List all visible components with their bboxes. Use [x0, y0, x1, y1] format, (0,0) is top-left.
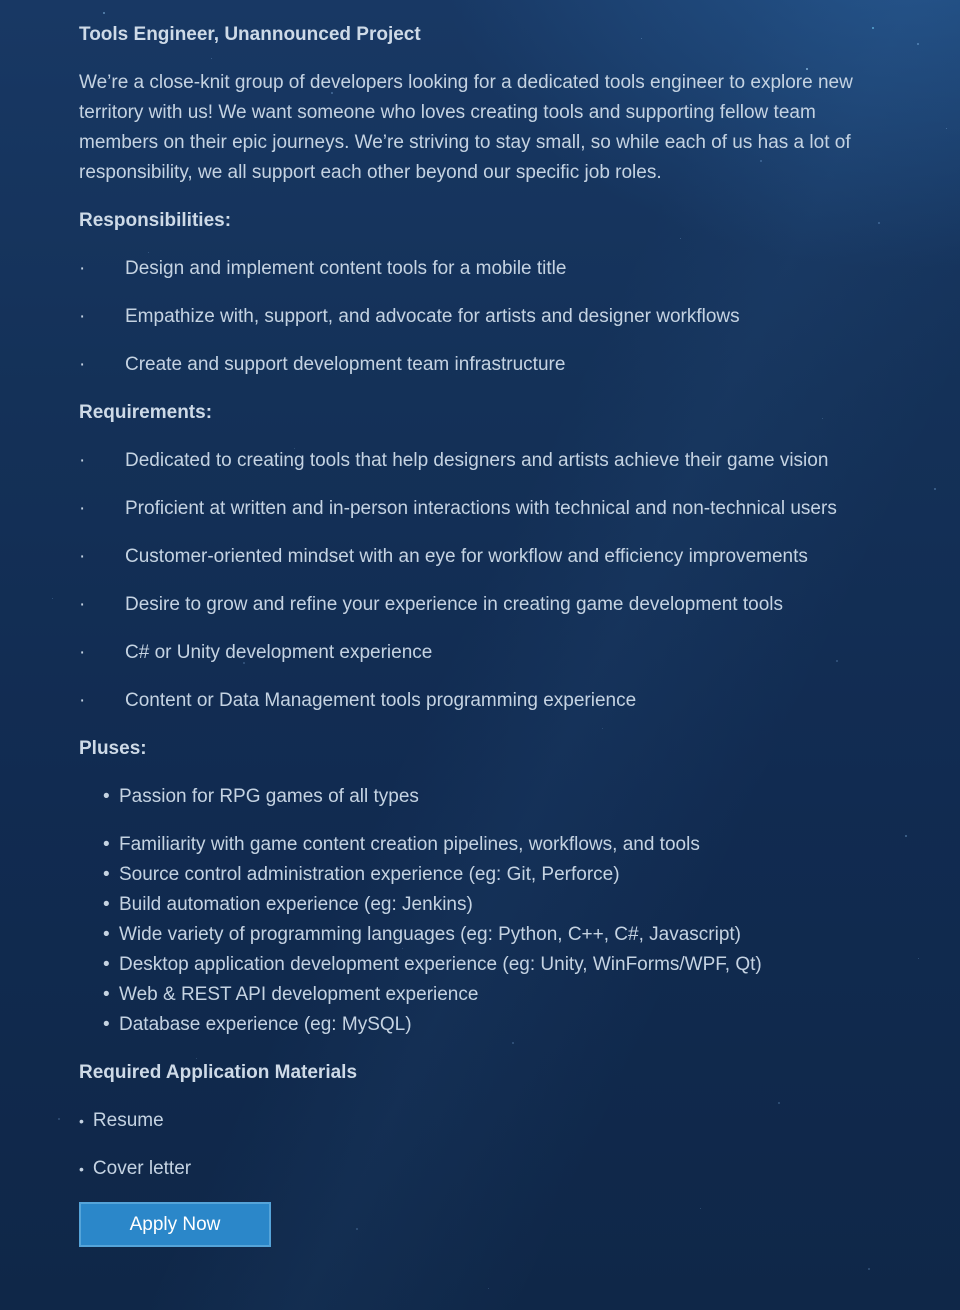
- responsibilities-heading: Responsibilities:: [79, 210, 232, 231]
- bullet-icon: •: [79, 1113, 84, 1129]
- plus-item: [79, 950, 880, 980]
- bullet-icon: •: [103, 924, 110, 945]
- responsibility-item: [79, 350, 880, 380]
- bullet-icon: ·: [79, 354, 86, 375]
- item-text: Web & REST API development experience: [119, 984, 479, 1005]
- bullet-icon: ·: [79, 306, 86, 327]
- responsibility-item: [79, 302, 880, 332]
- responsibility-item: [79, 254, 880, 284]
- apply-now-button[interactable]: Apply Now: [79, 1202, 271, 1247]
- material-item: [79, 1106, 880, 1136]
- job-title: Tools Engineer, Unannounced Project: [79, 24, 421, 45]
- bullet-icon: ·: [79, 642, 86, 663]
- plus-item: [79, 782, 880, 812]
- item-text: Wide variety of programming languages (eg: Python, C++, C#, Javascript): [119, 924, 742, 945]
- item-text: Passion for RPG games of all types: [119, 786, 419, 807]
- bullet-icon: •: [103, 894, 110, 915]
- bullet-icon: •: [103, 864, 110, 885]
- bullet-icon: ·: [79, 690, 86, 711]
- bullet-icon: •: [79, 1161, 84, 1177]
- bullet-icon: ·: [79, 498, 86, 519]
- responsibilities-list: [79, 254, 880, 380]
- bullet-icon: •: [103, 786, 110, 807]
- requirement-item: [79, 638, 880, 668]
- bullet-icon: ·: [79, 546, 86, 567]
- bullet-icon: •: [103, 954, 110, 975]
- materials-list: [79, 1106, 880, 1184]
- plus-item: [79, 1010, 880, 1040]
- material-item: [79, 1154, 880, 1184]
- bullet-icon: ·: [79, 258, 86, 279]
- plus-item: [79, 980, 880, 1010]
- plus-item: [79, 920, 880, 950]
- bullet-icon: •: [103, 1014, 110, 1035]
- requirement-item: [79, 590, 880, 620]
- pluses-lead-list: [79, 782, 880, 812]
- plus-item: [79, 860, 880, 890]
- requirement-item: [79, 446, 880, 476]
- item-text: Desktop application development experience (eg: Unity, WinForms/WPF, Qt): [119, 954, 762, 975]
- plus-item: [79, 830, 880, 860]
- item-text: Desire to grow and refine your experience in creating game development tools: [125, 594, 783, 615]
- item-text: Create and support development team infrastructure: [125, 354, 566, 375]
- item-text: Proficient at written and in-person interactions with technical and non-technical users: [125, 498, 837, 519]
- item-text: C# or Unity development experience: [125, 642, 433, 663]
- item-text: Database experience (eg: MySQL): [119, 1014, 412, 1035]
- bullet-icon: •: [103, 984, 110, 1005]
- item-text: Resume: [92, 1110, 164, 1131]
- plus-item: [79, 890, 880, 920]
- materials-heading: Required Application Materials: [79, 1062, 358, 1083]
- requirement-item: [79, 686, 880, 716]
- item-text: Empathize with, support, and advocate for artists and designer workflows: [125, 306, 740, 327]
- item-text: Customer-oriented mindset with an eye for workflow and efficiency improvements: [125, 546, 808, 567]
- item-text: Design and implement content tools for a mobile title: [125, 258, 567, 279]
- job-intro-paragraph: We’re a close-knit group of developers looking for a dedicated tools engineer to explore new territory with us! We want someone who loves creating tools and supporting fellow team members on their epic journeys. We’re striving to stay small, so while each of us has a lot of responsibility, we all support each other beyond our specific job roles.: [79, 72, 853, 183]
- bullet-icon: ·: [79, 450, 86, 471]
- requirements-list: [79, 446, 880, 716]
- pluses-heading: Pluses:: [79, 738, 147, 759]
- item-text: Familiarity with game content creation pipelines, workflows, and tools: [119, 834, 700, 855]
- requirement-item: [79, 494, 880, 524]
- pluses-list: [79, 830, 880, 1040]
- item-text: Cover letter: [92, 1158, 192, 1179]
- item-text: Build automation experience (eg: Jenkins): [119, 894, 473, 915]
- bullet-icon: •: [103, 834, 110, 855]
- item-text: Dedicated to creating tools that help designers and artists achieve their game vision: [125, 450, 829, 471]
- item-text: Content or Data Management tools programming experience: [125, 690, 637, 711]
- requirement-item: [79, 542, 880, 572]
- item-text: Source control administration experience (eg: Git, Perforce): [119, 864, 620, 885]
- bullet-icon: ·: [79, 594, 86, 615]
- requirements-heading: Requirements:: [79, 402, 213, 423]
